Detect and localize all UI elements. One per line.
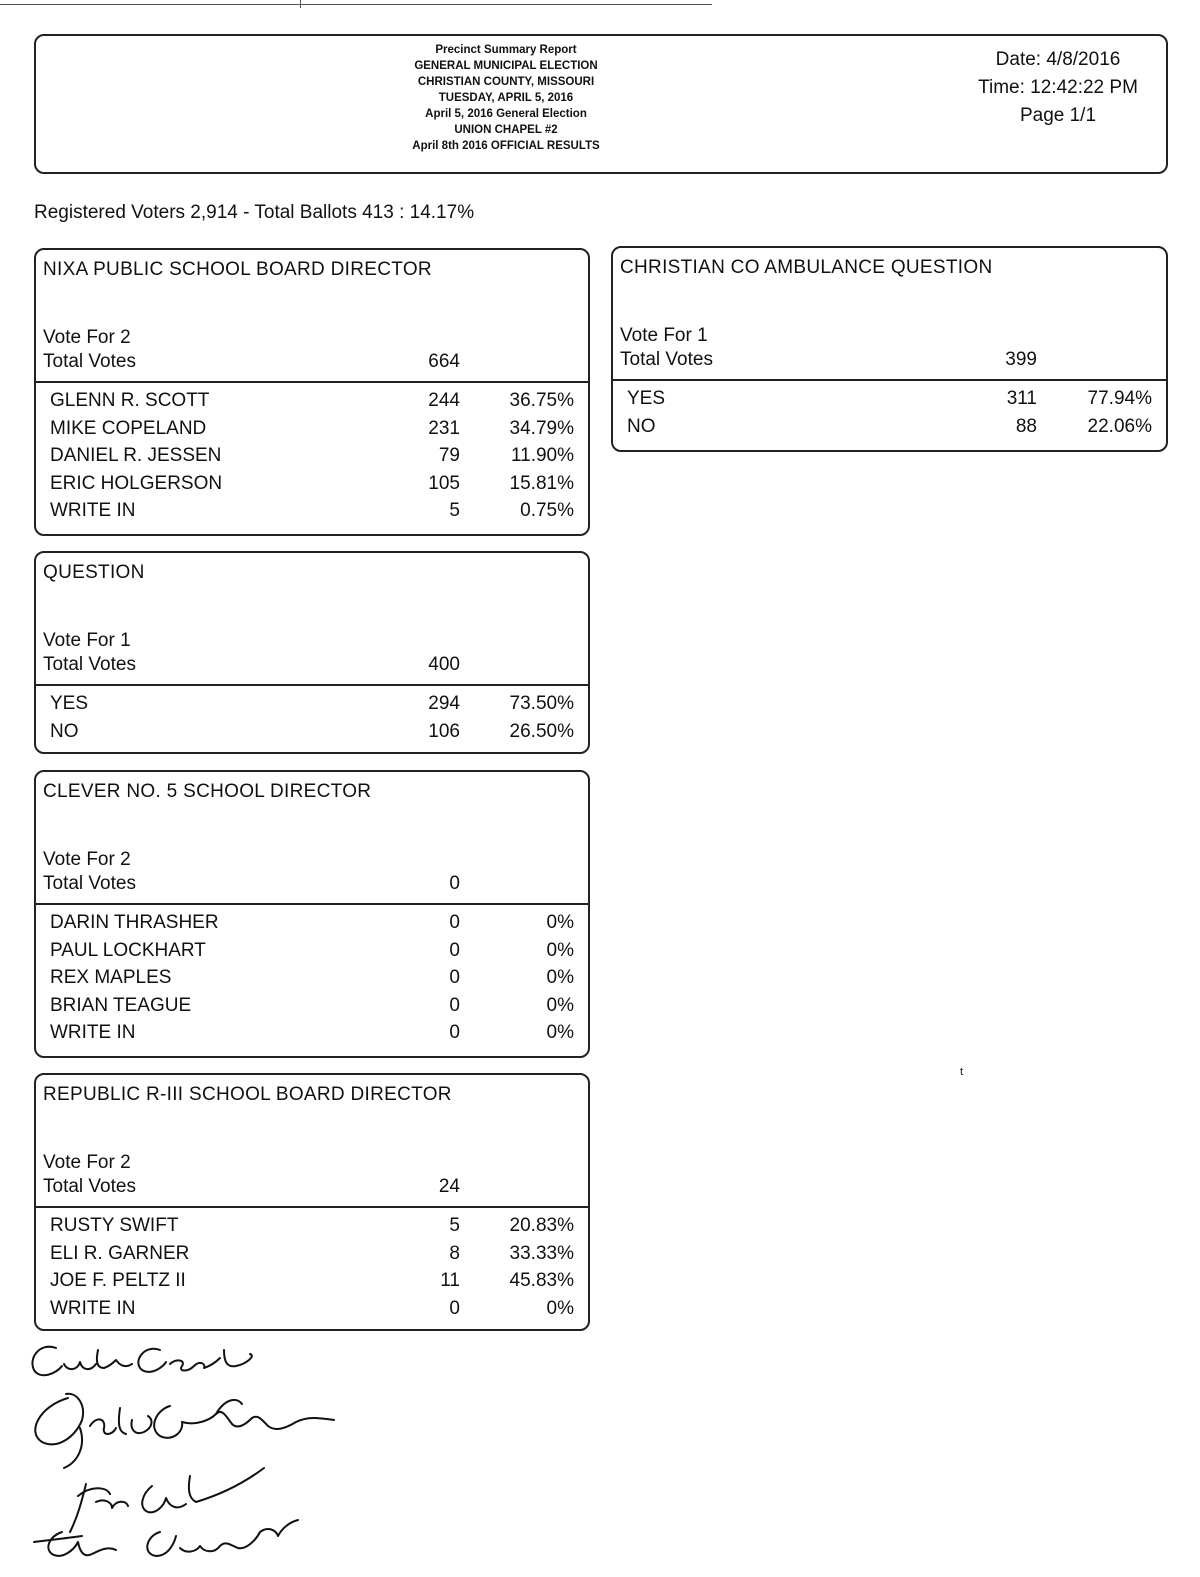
top-edge-tick [300, 0, 301, 8]
contest-divider [36, 903, 588, 905]
report-title-block [336, 42, 676, 154]
choice-name: NO [50, 720, 79, 742]
candidate-row [36, 418, 588, 446]
candidate-row [36, 1298, 588, 1326]
election-date: TUESDAY, APRIL 5, 2016 [438, 92, 574, 104]
choice-votes: 311 [1006, 388, 1037, 409]
candidate-percent: 0% [546, 912, 574, 933]
candidate-votes: 0 [449, 1297, 460, 1319]
signatures [20, 1336, 380, 1572]
candidate-votes: 244 [428, 390, 460, 411]
total-votes-label: Total Votes [620, 349, 713, 370]
candidate-row [36, 940, 588, 968]
candidate-row [36, 967, 588, 995]
candidate-name: MIKE COPELAND [50, 417, 207, 439]
candidate-percent: 45.83% [509, 1270, 574, 1292]
results-label: April 8th 2016 OFFICIAL RESULTS [412, 140, 600, 152]
candidate-percent: 0% [546, 994, 574, 1016]
candidate-name: PAUL LOCKHART [50, 939, 206, 961]
candidate-percent: 0% [546, 967, 574, 989]
candidate-votes: 5 [449, 1215, 460, 1236]
candidate-percent: 20.83% [509, 1215, 574, 1236]
candidate-row [36, 445, 588, 473]
choice-list [613, 388, 1166, 443]
election-label: April 5, 2016 General Election [425, 108, 587, 120]
vote-for: Vote For 1 [43, 630, 131, 651]
total-votes-label: Total Votes [43, 1176, 136, 1197]
choice-row [36, 721, 588, 749]
candidate-row [36, 912, 588, 940]
candidate-votes: 0 [449, 967, 460, 989]
contest-title: QUESTION [43, 562, 145, 583]
candidate-percent: 0% [546, 1022, 574, 1044]
candidate-votes: 0 [449, 994, 460, 1016]
candidate-percent: 34.79% [509, 417, 574, 439]
contest-title: CHRISTIAN CO AMBULANCE QUESTION [620, 257, 993, 278]
candidate-votes: 79 [438, 445, 460, 467]
candidate-votes: 0 [449, 912, 460, 933]
total-votes-label: Total Votes [43, 351, 136, 372]
candidate-row [36, 1270, 588, 1298]
candidate-name: ELI R. GARNER [50, 1242, 190, 1264]
vote-for: Vote For 2 [43, 849, 131, 870]
report-date: Date: 4/8/2016 [995, 49, 1121, 70]
total-votes-value: 400 [428, 654, 460, 675]
choice-name: YES [50, 693, 89, 714]
contest-title: CLEVER NO. 5 SCHOOL DIRECTOR [43, 781, 372, 802]
stray-mark: t [960, 1066, 964, 1078]
total-votes-value: 664 [428, 351, 460, 372]
choice-votes: 106 [428, 720, 460, 742]
vote-for: Vote For 2 [43, 1152, 131, 1173]
candidate-votes: 0 [449, 1022, 460, 1044]
candidate-votes: 8 [449, 1242, 460, 1264]
contest-divider [36, 684, 588, 686]
report-header [34, 34, 1168, 174]
total-votes-value: 0 [449, 873, 460, 894]
choice-name: NO [627, 415, 656, 437]
candidate-list [36, 1215, 588, 1325]
candidate-votes: 11 [440, 1270, 460, 1292]
candidate-percent: 0% [546, 1297, 574, 1319]
candidate-name: REX MAPLES [50, 967, 172, 989]
county-name: CHRISTIAN COUNTY, MISSOURI [417, 76, 595, 88]
candidate-percent: 36.75% [509, 390, 574, 411]
total-votes-label: Total Votes [43, 654, 136, 675]
choice-name: YES [627, 388, 666, 409]
choice-row [613, 416, 1166, 444]
vote-for: Vote For 2 [43, 327, 131, 348]
candidate-votes: 231 [428, 417, 460, 439]
candidate-row [36, 500, 588, 528]
candidate-name: DARIN THRASHER [50, 912, 219, 933]
contest-divider [613, 379, 1166, 381]
contest-box [34, 551, 590, 754]
candidate-row [36, 1215, 588, 1243]
candidate-name: WRITE IN [50, 1022, 136, 1044]
choice-percent: 26.50% [509, 720, 574, 742]
contest-box [34, 248, 590, 536]
report-title: Precinct Summary Report [435, 44, 577, 56]
candidate-name: WRITE IN [50, 500, 136, 522]
report-meta [958, 46, 1158, 130]
candidate-row [36, 473, 588, 501]
choice-votes: 88 [1015, 415, 1037, 437]
candidate-percent: 11.90% [510, 445, 574, 467]
contest-divider [36, 381, 588, 383]
candidate-percent: 0% [546, 939, 574, 961]
candidate-name: DANIEL R. JESSEN [50, 445, 222, 467]
candidate-votes: 105 [428, 472, 460, 494]
candidate-list [36, 390, 588, 528]
candidate-row [36, 995, 588, 1023]
contest-box [34, 1073, 590, 1331]
candidate-name: GLENN R. SCOTT [50, 390, 210, 411]
vote-for: Vote For 1 [620, 325, 708, 346]
candidate-row [36, 1022, 588, 1050]
candidate-row [36, 1243, 588, 1271]
choice-row [613, 388, 1166, 416]
candidate-votes: 0 [449, 939, 460, 961]
total-votes-label: Total Votes [43, 873, 136, 894]
election-name: GENERAL MUNICIPAL ELECTION [414, 60, 598, 72]
contest-divider [36, 1206, 588, 1208]
report-time: Time: 12:42:22 PM [978, 77, 1138, 98]
choice-list [36, 693, 588, 748]
candidate-votes: 5 [449, 500, 460, 522]
report-page: Page 1/1 [1019, 105, 1097, 126]
choice-percent: 77.94% [1087, 388, 1152, 409]
candidate-name: JOE F. PELTZ II [50, 1270, 186, 1292]
candidate-row [36, 390, 588, 418]
candidate-percent: 15.81% [509, 472, 574, 494]
precinct-name: UNION CHAPEL #2 [454, 124, 558, 136]
candidate-name: ERIC HOLGERSON [50, 472, 223, 494]
turnout-summary: Registered Voters 2,914 - Total Ballots 413 : 14.17% [34, 202, 475, 223]
choice-percent: 22.06% [1087, 415, 1152, 437]
candidate-percent: 0.75% [520, 500, 574, 522]
signature-strokes [20, 1336, 380, 1572]
choice-percent: 73.50% [509, 693, 574, 714]
top-edge-line [0, 4, 712, 5]
total-votes-value: 399 [1005, 349, 1037, 370]
candidate-list [36, 912, 588, 1050]
choice-votes: 294 [428, 693, 460, 714]
contest-box [34, 770, 590, 1058]
candidate-name: WRITE IN [50, 1297, 136, 1319]
total-votes-value: 24 [438, 1176, 460, 1197]
contest-box [611, 246, 1168, 452]
contest-title: REPUBLIC R-III SCHOOL BOARD DIRECTOR [43, 1084, 452, 1105]
contest-title: NIXA PUBLIC SCHOOL BOARD DIRECTOR [43, 259, 432, 280]
choice-row [36, 693, 588, 721]
candidate-percent: 33.33% [509, 1242, 574, 1264]
candidate-name: RUSTY SWIFT [50, 1215, 179, 1236]
candidate-name: BRIAN TEAGUE [50, 994, 192, 1016]
